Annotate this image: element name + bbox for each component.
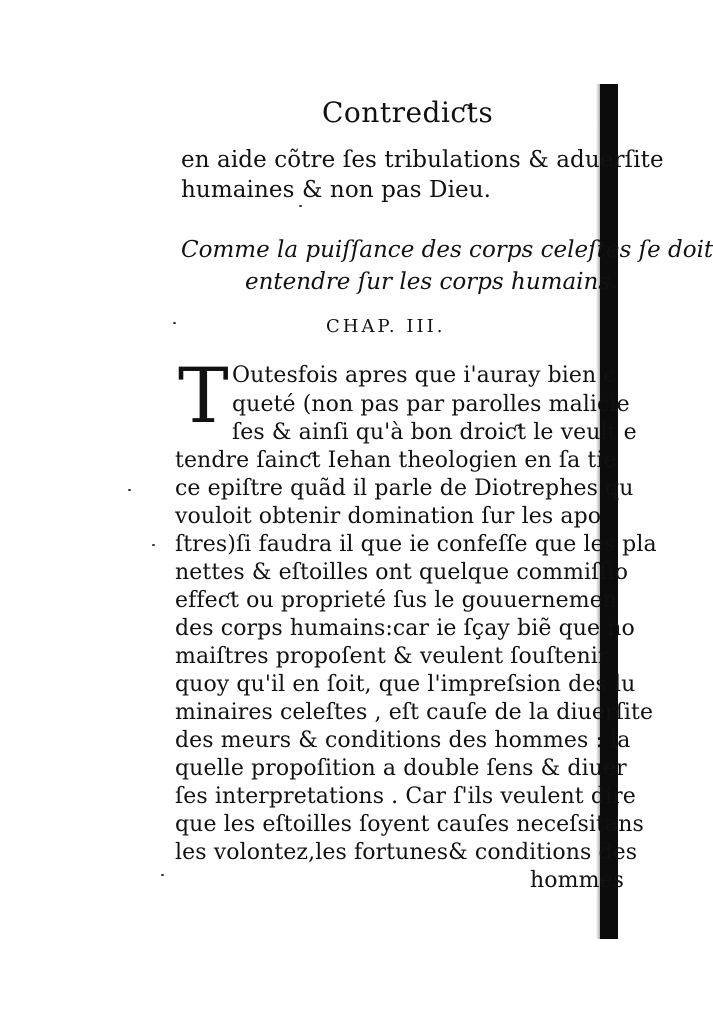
ink-speck: [152, 544, 155, 546]
ink-speck: [128, 489, 131, 491]
running-head: Contrediƈts: [322, 96, 494, 129]
ink-speck: [299, 205, 302, 207]
body-line-17: que les eſtoilles ſoyent cauſes neceſsitans: [175, 812, 644, 837]
body-line-1: Outesfois apres que i'auray bien c: [232, 363, 616, 388]
body-line-14: des meurs & conditions des hommes : la: [175, 728, 631, 753]
body-line-2: queté (non pas par parolles malicie: [232, 392, 630, 417]
body-line-9: effeƈt ou proprieté ſus le gouuernemen: [175, 588, 618, 613]
body-line-16: ſes interpretations . Car ſ'ils veulent dire: [175, 784, 636, 809]
body-line-6: vouloit obtenir domination ſur les apo: [175, 504, 602, 529]
ink-speck: [173, 322, 176, 324]
body-line-8: nettes & eſtoilles ont quelque commiſſio: [175, 560, 629, 585]
body-line-7: ſtres)ſi faudra il que ie confeſſe que les pla: [175, 532, 657, 557]
chapter-heading-line-1: Comme la puiſſance des corps celeſtes ſe doit: [181, 237, 713, 263]
continuation-line-1: en aide cõtre ſes tribulations & aduerſite: [181, 147, 664, 173]
chapter-label: CHAP. III.: [326, 316, 446, 337]
body-line-15: quelle propoſition a double ſens & diuer: [175, 756, 627, 781]
body-line-3: ſes & ainſi qu'à bon droiƈt le veult e: [232, 420, 637, 445]
body-line-4: tendre ſainƈt Iehan theologien en ſa tie: [175, 448, 617, 473]
body-line-12: quoy qu'il en ſoit, que l'impreſsion des lu: [175, 672, 636, 697]
body-line-19: hommes: [530, 868, 625, 893]
body-line-11: maiſtres propoſent & veulent ſouſtenir: [175, 644, 609, 669]
drop-cap: T: [178, 351, 229, 440]
body-line-10: des corps humains:car ie ſçay biẽ que no: [175, 616, 635, 641]
body-line-5: ce epiſtre quãd il parle de Diotrephes qu: [175, 476, 634, 501]
chapter-heading-line-2: entendre ſur les corps humains.: [245, 269, 618, 295]
body-line-18: les volontez,les fortunes& conditions des: [175, 840, 638, 865]
continuation-line-2: humaines & non pas Dieu.: [181, 177, 492, 203]
ink-speck: [161, 874, 164, 876]
body-line-13: minaires celeſtes , eſt cauſe de la diuerſite: [175, 700, 654, 725]
